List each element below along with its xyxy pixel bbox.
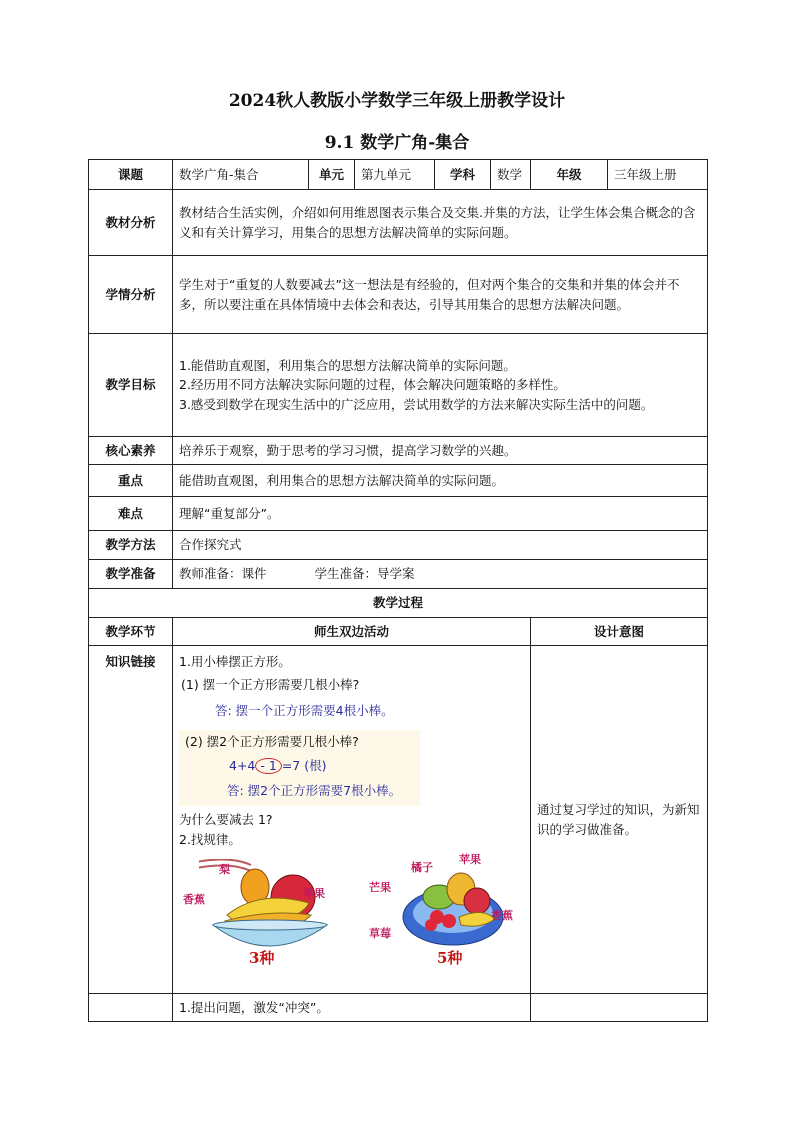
goal-item: 3.感受到数学在现实生活中的广泛应用，尝试用数学的方法来解决实际生活中的问题。: [179, 396, 654, 412]
students-text: 学生对于“重复的人数要减去”这一想法是有经验的，但对两个集合的交集和并集的体会并不多，所以要注重在具体情境中去体会和表达，引导其用集合的思想方法解决问题。: [173, 256, 708, 334]
goal-item: 2.经历用不同方法解决实际问题的过程，体会解决问题策略的多样性。: [179, 377, 566, 393]
goals-label: 教学目标: [89, 334, 173, 437]
students-row: [89, 256, 708, 334]
process-columns-row: [89, 618, 708, 646]
answer-1: 答: 摆一个正方形需要4根小棒。: [215, 702, 394, 718]
difficulty-label: 难点: [89, 497, 173, 531]
col-activity: 师生双边活动: [173, 618, 531, 646]
method-text: 合作探究式: [173, 531, 708, 560]
question-2: (2) 摆2个正方形需要几根小棒?: [185, 734, 359, 750]
label-apple-right: 苹果: [459, 853, 481, 866]
next-stage-label: [89, 994, 173, 1022]
goals-row: [89, 334, 708, 437]
prep-student: 学生准备：导学案: [314, 566, 415, 582]
topic-label: 课题: [89, 160, 173, 190]
prep-text: [173, 560, 708, 589]
next-stage-row: [89, 994, 708, 1022]
next-stage-intent: [531, 994, 708, 1022]
fruit-count-right: 5种: [437, 949, 463, 967]
analysis-label: 教材分析: [89, 190, 173, 256]
method-label: 教学方法: [89, 531, 173, 560]
students-label: 学情分析: [89, 256, 173, 334]
next-stage-activity: 1.提出问题，激发“冲突”。: [173, 994, 531, 1022]
answer-2: 答: 摆2个正方形需要7根小棒。: [227, 782, 402, 798]
difficulty-row: [89, 497, 708, 531]
process-header-row: [89, 589, 708, 618]
calculation: 4+4 - 1 =7 (根): [229, 757, 327, 773]
label-banana-left: 香蕉: [183, 893, 205, 906]
process-section-title: 教学过程: [89, 589, 708, 618]
fruit-illustration: [179, 855, 524, 980]
analysis-row: [89, 190, 708, 256]
core-label: 核心素养: [89, 437, 173, 465]
method-row: [89, 531, 708, 560]
label-mango-right: 芒果: [369, 881, 391, 894]
key-text: 能借助直观图，利用集合的思想方法解决简单的实际问题。: [173, 465, 708, 497]
label-pear-left: 梨: [219, 863, 230, 876]
label-strawberry-right: 草莓: [369, 927, 391, 940]
prep-label: 教学准备: [89, 560, 173, 589]
col-stage: 教学环节: [89, 618, 173, 646]
subject-label: 学科: [435, 160, 491, 190]
lesson-subtitle: 9.1 数学广角-集合: [324, 133, 470, 153]
grade-label: 年级: [531, 160, 608, 190]
subject-value: 数学: [491, 160, 531, 190]
knowledge-link-row: [89, 646, 708, 994]
question-2-box: [179, 730, 420, 806]
label-apple-left: 苹果: [303, 887, 325, 900]
goal-item: 1.能借助直观图，利用集合的思想方法解决简单的实际问题。: [179, 357, 516, 373]
col-intent: 设计意图: [531, 618, 708, 646]
knowledge-link-intent: 通过复习学过的知识，为新知识的学习做准备。: [531, 646, 708, 994]
label-banana-right: 香蕉: [491, 909, 513, 922]
topic-value: 数学广角-集合: [173, 160, 309, 190]
label-orange-right: 橘子: [411, 861, 433, 874]
goals-text: [173, 334, 708, 437]
activity-line: 1.用小棒摆正方形。: [179, 654, 291, 669]
prep-teacher: 教师准备：课件: [179, 566, 267, 582]
analysis-text: 教材结合生活实例，介绍如何用维恩图表示集合及交集.并集的方法，让学生体会集合概念的含义和有关计算学习，用集合的思想方法解决简单的实际问题。: [173, 190, 708, 256]
stage-knowledge-link: 知识链接: [89, 646, 173, 994]
question-1: (1) 摆一个正方形需要几根小棒?: [181, 677, 360, 693]
key-row: [89, 465, 708, 497]
key-label: 重点: [89, 465, 173, 497]
prep-row: [89, 560, 708, 589]
circled-minus-one: - 1: [255, 758, 281, 774]
info-row: [89, 160, 708, 190]
fruit-count-left: 3种: [249, 949, 275, 967]
unit-value: 第九单元: [355, 160, 435, 190]
activity-line: 2.找规律。: [179, 831, 241, 847]
grade-value: 三年级上册: [608, 160, 708, 190]
core-text: 培养乐于观察，勤于思考的学习习惯，提高学习数学的兴趣。: [173, 437, 708, 465]
page-title: 2024秋人教版小学数学三年级上册教学设计: [228, 91, 566, 111]
knowledge-link-activity: [173, 646, 531, 994]
unit-label: 单元: [309, 160, 355, 190]
core-row: [89, 437, 708, 465]
lesson-plan-table: [88, 159, 708, 1022]
why-question: 为什么要减去 1?: [179, 812, 273, 828]
difficulty-text: 理解“重复部分”。: [173, 497, 708, 531]
